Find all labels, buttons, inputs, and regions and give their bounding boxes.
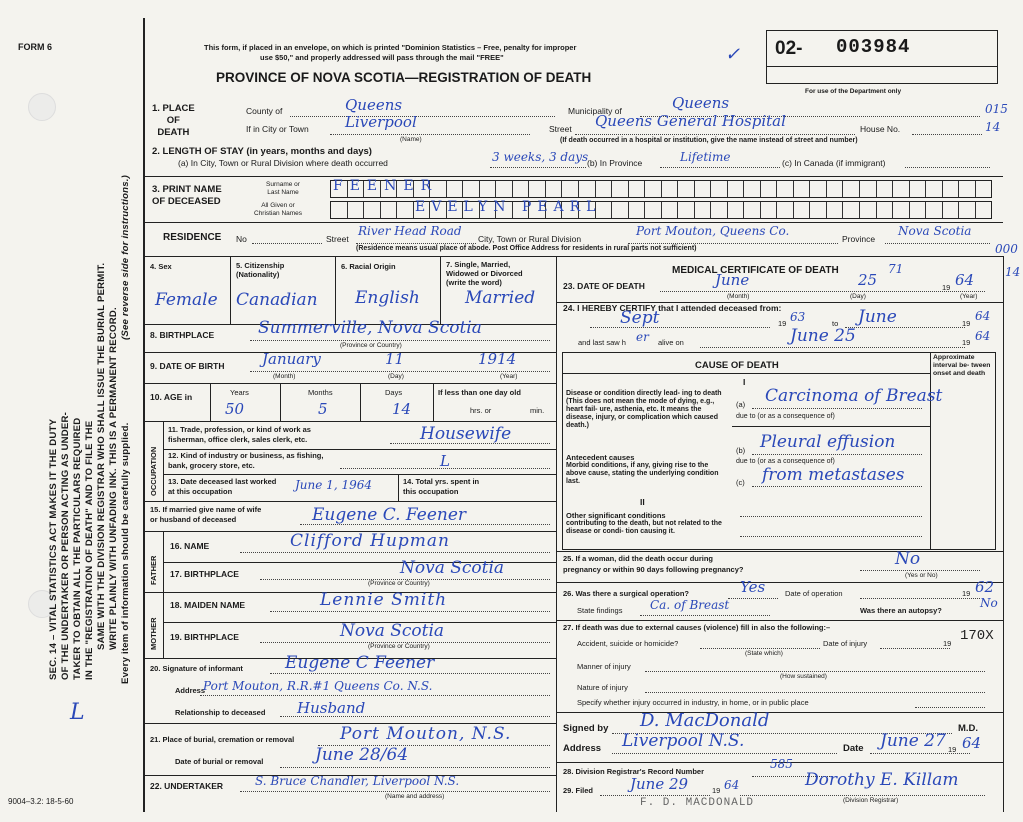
spouse-label: 15. If married give name of wife or husband of deceased bbox=[150, 505, 262, 524]
father-name: Clifford Hupman bbox=[290, 531, 450, 551]
residence-code: 000 bbox=[995, 242, 1018, 256]
age-months-label: Months bbox=[308, 388, 333, 397]
nature-label: Nature of injury bbox=[577, 683, 628, 692]
frame-mid bbox=[556, 256, 557, 812]
dob-label: 9. DATE OF BIRTH bbox=[150, 361, 225, 371]
residence-city-label: City, Town or Rural Division bbox=[478, 234, 582, 244]
q27-label: 27. If death was due to external causes (violence) fill in also the following:– bbox=[563, 623, 831, 632]
citizenship-value: Canadian bbox=[236, 290, 318, 310]
trade-value: Housewife bbox=[420, 424, 512, 444]
informant-address: Port Mouton, R.R.#1 Queens Co. N.S. bbox=[203, 679, 433, 693]
less-than-day-label: If less than one day old bbox=[438, 388, 521, 397]
residence-no-label: No bbox=[236, 234, 247, 244]
attended-to-year: 64 bbox=[975, 309, 991, 323]
accident-label: Accident, suicide or homicide? bbox=[577, 639, 679, 648]
registration-box-divider bbox=[766, 66, 997, 67]
last-seen-suffix: alive on bbox=[658, 338, 684, 347]
death-date-year: 64 bbox=[955, 271, 975, 289]
city-value: Liverpool bbox=[345, 113, 417, 131]
death-date-month: June bbox=[715, 271, 750, 289]
state-which-hint: (State which) bbox=[745, 650, 783, 657]
street-value: Queens General Hospital bbox=[595, 112, 786, 130]
county-value: Queens bbox=[345, 96, 403, 114]
physician-stamp: F. D. MACDONALD bbox=[640, 797, 755, 809]
cause-a-label: (a) bbox=[736, 400, 746, 409]
burial-date: June 28/64 bbox=[315, 745, 409, 765]
sig-date-value: June 27 bbox=[880, 731, 946, 751]
stay-label: 2. LENGTH OF STAY (in years, months and days) bbox=[152, 146, 372, 157]
other-title: Other significant conditions bbox=[566, 511, 666, 520]
q25-label: 25. If a woman, did the death occur during pregnancy or within 90 days following pregnancy? bbox=[563, 554, 744, 574]
surname-value: FEENER bbox=[333, 178, 439, 194]
death-year-hint: (Year) bbox=[960, 293, 978, 300]
interval-label: Approximate interval be- tween onset and death bbox=[933, 354, 991, 377]
place-label: 1. PLACE OF DEATH bbox=[152, 103, 195, 138]
sex-label: 4. Sex bbox=[150, 262, 172, 271]
death-month-hint: (Month) bbox=[727, 293, 750, 300]
given-value: EVELYN PEARL bbox=[415, 199, 602, 215]
autopsy-value: No bbox=[980, 596, 998, 610]
death-date-label: 23. DATE OF DEATH bbox=[563, 281, 645, 291]
punch-hole-top bbox=[28, 93, 56, 121]
undertaker-hint: (Name and address) bbox=[385, 793, 445, 800]
q26-label: 26. Was there a surgical operation? bbox=[563, 589, 690, 598]
trade-label: 11. Trade, profession, or kind of work as fisherman, office clerk, sales clerk, etc. bbox=[168, 425, 311, 444]
sig-address-label: Address bbox=[563, 743, 602, 754]
findings-label: State findings bbox=[577, 606, 623, 615]
father-name-label: 16. NAME bbox=[170, 541, 210, 551]
findings-value: Ca. of Breast bbox=[650, 598, 730, 612]
informant-sig-label: 20. Signature of informant bbox=[150, 664, 243, 673]
stay-b-label: (b) In Province bbox=[587, 158, 643, 168]
burial-place: Port Mouton, N.S. bbox=[340, 724, 512, 744]
cause-title: CAUSE OF DEATH bbox=[695, 360, 779, 371]
total-years-label: 14. Total yrs. spent in this occupation bbox=[403, 477, 480, 496]
to-year-prefix: 19 bbox=[962, 319, 971, 328]
antecedent-title: Antecedent causes bbox=[566, 453, 635, 462]
father-side-label: FATHER bbox=[149, 555, 158, 585]
sig-date-label: Date bbox=[843, 743, 864, 754]
mother-bp-hint: (Province or Country) bbox=[368, 643, 430, 650]
spouse-value: Eugene C. Feener bbox=[312, 505, 467, 525]
residence-street: River Head Road bbox=[358, 224, 462, 238]
dob-month-hint: (Month) bbox=[273, 373, 296, 380]
dob-day: 11 bbox=[385, 350, 405, 368]
residence-note: (Residence means usual place of abode. Post Office Address for residents in rural parts not sufficient) bbox=[356, 245, 697, 252]
cause-a-value: Carcinoma of Breast bbox=[765, 386, 943, 406]
side-instruction-6: WRITE PLAINLY WITH UNFADING INK. THIS IS A PERMANENT RECORD. bbox=[108, 307, 119, 650]
residence-province: Nova Scotia bbox=[898, 224, 972, 238]
margin-code-14: 14 bbox=[1005, 265, 1021, 279]
last-worked-label: 13. Date deceased last worked at this occupation bbox=[168, 477, 277, 496]
sig-year-value: 64 bbox=[962, 734, 982, 752]
street-label: Street bbox=[549, 124, 572, 134]
frame-right bbox=[1003, 256, 1004, 812]
birthplace-hint: (Province or Country) bbox=[340, 342, 402, 349]
attended-from-year: 63 bbox=[790, 310, 806, 324]
mother-side-label: MOTHER bbox=[149, 617, 158, 650]
stay-a-value: 3 weeks, 3 days bbox=[492, 150, 589, 164]
mother-birthplace-label: 19. BIRTHPLACE bbox=[170, 632, 239, 642]
q26-value: Yes bbox=[740, 578, 766, 596]
city-name-hint: (Name) bbox=[400, 136, 422, 143]
injury-date-label: Date of injury bbox=[823, 639, 868, 648]
undertaker-value: S. Bruce Chandler, Liverpool N.S. bbox=[255, 774, 460, 788]
medical-title: MEDICAL CERTIFICATE OF DEATH bbox=[672, 265, 839, 276]
last-seen-date: June 25 bbox=[790, 326, 856, 346]
from-year-prefix: 19 bbox=[778, 319, 787, 328]
residence-street-label: Street bbox=[326, 234, 349, 244]
due-to-b: due to (or as a consequence of) bbox=[736, 458, 835, 465]
filed-year-value: 64 bbox=[724, 778, 740, 792]
municipality-value: Queens bbox=[672, 94, 730, 112]
registration-prefix: 02- bbox=[775, 38, 803, 59]
signed-value: D. MacDonald bbox=[640, 710, 770, 731]
how-sustained-hint: (How sustained) bbox=[780, 673, 827, 680]
registrar-signature: Dorothy E. Killam bbox=[805, 770, 959, 790]
dept-use-label: For use of the Department only bbox=[805, 88, 902, 95]
to-label: to bbox=[832, 319, 839, 328]
informant-address-label: Address bbox=[175, 686, 206, 695]
sig-year-prefix: 19 bbox=[948, 745, 957, 754]
death-date-day: 25 bbox=[858, 271, 878, 289]
given-label: All Given or Christian Names bbox=[254, 202, 303, 217]
form-number: FORM 6 bbox=[18, 42, 53, 52]
industry-label: 12. Kind of industry or business, as fishing, bank, grocery store, etc. bbox=[168, 451, 324, 470]
op-date-value: 62 bbox=[975, 578, 995, 596]
last-seen-label: and last saw h bbox=[578, 338, 626, 347]
burial-place-label: 21. Place of burial, cremation or removal bbox=[150, 735, 295, 744]
father-birthplace-label: 17. BIRTHPLACE bbox=[170, 569, 239, 579]
md-label: M.D. bbox=[958, 723, 979, 734]
relationship-value: Husband bbox=[297, 699, 366, 717]
name-label: 3. PRINT NAME OF DECEASED bbox=[152, 184, 222, 207]
injury-date-prefix: 19 bbox=[943, 639, 952, 648]
form-title: PROVINCE OF NOVA SCOTIA—REGISTRATION OF DEATH bbox=[216, 70, 592, 85]
dob-day-hint: (Day) bbox=[388, 373, 404, 380]
cause-c-value: from metastases bbox=[762, 465, 905, 485]
specify-label: Specify whether injury occurred in industry, in home, or in public place bbox=[577, 698, 809, 707]
attended-to-month: June bbox=[858, 307, 897, 327]
frame-left bbox=[143, 18, 145, 812]
stay-b-value: Lifetime bbox=[680, 150, 731, 164]
side-instruction-5: SAME WITH THE DIVISION REGISTRAR WHO SHALL ISSUE THE BURIAL PERMIT. bbox=[96, 262, 107, 650]
autopsy-label: Was there an autopsy? bbox=[860, 606, 942, 615]
age-label: 10. AGE in bbox=[150, 392, 193, 402]
mother-maiden: Lennie Smith bbox=[320, 590, 448, 610]
registrar-hint: (Division Registrar) bbox=[843, 797, 899, 804]
filed-label: 29. Filed bbox=[563, 786, 594, 795]
county-label: County of bbox=[246, 106, 283, 116]
occupation-side-label: OCCUPATION bbox=[149, 446, 158, 496]
stay-a-label: (a) In City, Town or Rural Division where death occurred bbox=[178, 158, 388, 168]
mail-notice-1: This form, if placed in an envelope, on which is printed "Dominion Statistics – Free, penalty for improper bbox=[204, 43, 577, 52]
death-day-hint: (Day) bbox=[850, 293, 866, 300]
hrs-label: hrs. or bbox=[470, 406, 492, 415]
city-label: If in City or Town bbox=[246, 124, 309, 134]
side-instruction-2: OF THE UNDERTAKER OR PERSON ACTING AS UNDER- bbox=[60, 411, 71, 680]
last-seen-pronoun: er bbox=[636, 330, 649, 344]
racial-value: English bbox=[355, 288, 420, 308]
death-year-prefix: 19 bbox=[942, 283, 951, 292]
age-days: 14 bbox=[392, 400, 412, 418]
filed-value: June 29 bbox=[630, 775, 689, 793]
mother-maiden-label: 18. MAIDEN NAME bbox=[170, 600, 246, 610]
last-worked-value: June 1, 1964 bbox=[295, 478, 372, 492]
registration-number: 003984 bbox=[836, 36, 911, 58]
racial-label: 6. Racial Origin bbox=[341, 262, 396, 271]
side-instruction-1: SEC. 14 – VITAL STATISTICS ACT MAKES IT THE DUTY bbox=[48, 418, 59, 680]
citizenship-label: 5. Citizenship (Nationality) bbox=[236, 261, 285, 279]
manner-label: Manner of injury bbox=[577, 662, 631, 671]
last-seen-year: 64 bbox=[975, 329, 991, 343]
father-birthplace: Nova Scotia bbox=[400, 558, 505, 578]
certify-label: 24. I HEREBY CERTIFY that I attended deceased from: bbox=[563, 303, 782, 313]
cause-b-label: (b) bbox=[736, 446, 746, 455]
house-note: (If death occurred in a hospital or institution, give the name instead of street and number) bbox=[560, 137, 858, 144]
margin-mark: L bbox=[70, 700, 85, 725]
side-instruction-4: IN THE "REGISTRATION OF DEATH" AND TO FILE THE bbox=[84, 420, 95, 680]
surname-label: Surname or Last Name bbox=[266, 181, 300, 196]
residence-province-label: Province bbox=[842, 234, 876, 244]
min-label: min. bbox=[530, 406, 545, 415]
marital-label: 7. Single, Married, Widowed or Divorced (write the word) bbox=[446, 260, 523, 287]
age-months: 5 bbox=[318, 400, 328, 418]
op-date-label: Date of operation bbox=[785, 589, 843, 598]
attended-from-month: Sept bbox=[620, 308, 660, 328]
cause-c-label: (c) bbox=[736, 478, 745, 487]
roman-one: I bbox=[743, 377, 746, 387]
age-years: 50 bbox=[225, 400, 245, 418]
residence-label: RESIDENCE bbox=[163, 232, 222, 243]
op-date-prefix: 19 bbox=[962, 589, 971, 598]
yes-no-hint: (Yes or No) bbox=[905, 572, 938, 579]
last-seen-year-prefix: 19 bbox=[962, 338, 971, 347]
code-170x: 170X bbox=[960, 628, 994, 644]
form-code: 9004–3.2: 18-5-60 bbox=[8, 797, 74, 806]
q25-value: No bbox=[895, 549, 921, 569]
record-label: 28. Division Registrar's Record Number bbox=[563, 767, 704, 776]
marital-value: Married bbox=[465, 288, 536, 308]
dob-year: 1914 bbox=[478, 350, 517, 368]
sex-value: Female bbox=[155, 290, 218, 310]
relationship-label: Relationship to deceased bbox=[175, 708, 266, 717]
age-days-label: Days bbox=[385, 388, 403, 397]
dob-year-hint: (Year) bbox=[500, 373, 518, 380]
dob-month: January bbox=[262, 350, 321, 368]
check-mark: ✓ bbox=[725, 44, 741, 65]
cause-b-value: Pleural effusion bbox=[760, 432, 896, 452]
roman-two: II bbox=[640, 497, 645, 507]
record-value: 585 bbox=[770, 757, 793, 771]
industry-value: L bbox=[440, 452, 450, 470]
dept-codes: 015 14 bbox=[985, 102, 1008, 134]
mail-notice-2: use $50," and properly addressed will pass through the mail "FREE" bbox=[260, 53, 504, 62]
house-label: House No. bbox=[860, 124, 901, 134]
age-years-label: Years bbox=[230, 388, 249, 397]
stay-c-label: (c) In Canada (if immigrant) bbox=[782, 158, 886, 168]
side-instruction-3: TAKER TO OBTAIN ALL THE PARTICULARS REQUIRED bbox=[72, 417, 83, 680]
burial-date-label: Date of burial or removal bbox=[175, 757, 264, 766]
side-instruction-8: (See reverse side for instructions.) bbox=[120, 174, 131, 340]
filed-year-prefix: 19 bbox=[712, 786, 721, 795]
immediate-cause-label: Disease or condition directly lead- ing to death (This does not mean the mode of dying, e.g., heart fail- ure, asthenia, etc. It means the disease, injury, or complication which caused death.) bbox=[566, 390, 722, 429]
medical-title-mark: 71 bbox=[888, 262, 904, 276]
father-bp-hint: (Province or Country) bbox=[368, 580, 430, 587]
birthplace-label: 8. BIRTHPLACE bbox=[150, 330, 215, 340]
informant-sig: Eugene C Feener bbox=[285, 653, 435, 673]
signed-label: Signed by bbox=[563, 723, 609, 734]
municipality-label: Municipality of bbox=[568, 106, 622, 116]
antecedent-label: Morbid conditions, if any, giving rise to the above cause, stating the underlying condition last. bbox=[566, 462, 719, 485]
due-to-a: due to (or as a consequence of) bbox=[736, 413, 835, 420]
other-label: contributing to the death, but not related to the disease or condi- tion causing it. bbox=[566, 520, 722, 535]
residence-city: Port Mouton, Queens Co. bbox=[636, 224, 790, 238]
mother-birthplace: Nova Scotia bbox=[340, 621, 445, 641]
sig-address-value: Liverpool N.S. bbox=[622, 731, 745, 751]
birthplace-value: Summerville, Nova Scotia bbox=[258, 318, 482, 338]
side-instruction-7: Every item of information should be carefully supplied. bbox=[120, 422, 131, 684]
undertaker-label: 22. UNDERTAKER bbox=[150, 781, 224, 791]
